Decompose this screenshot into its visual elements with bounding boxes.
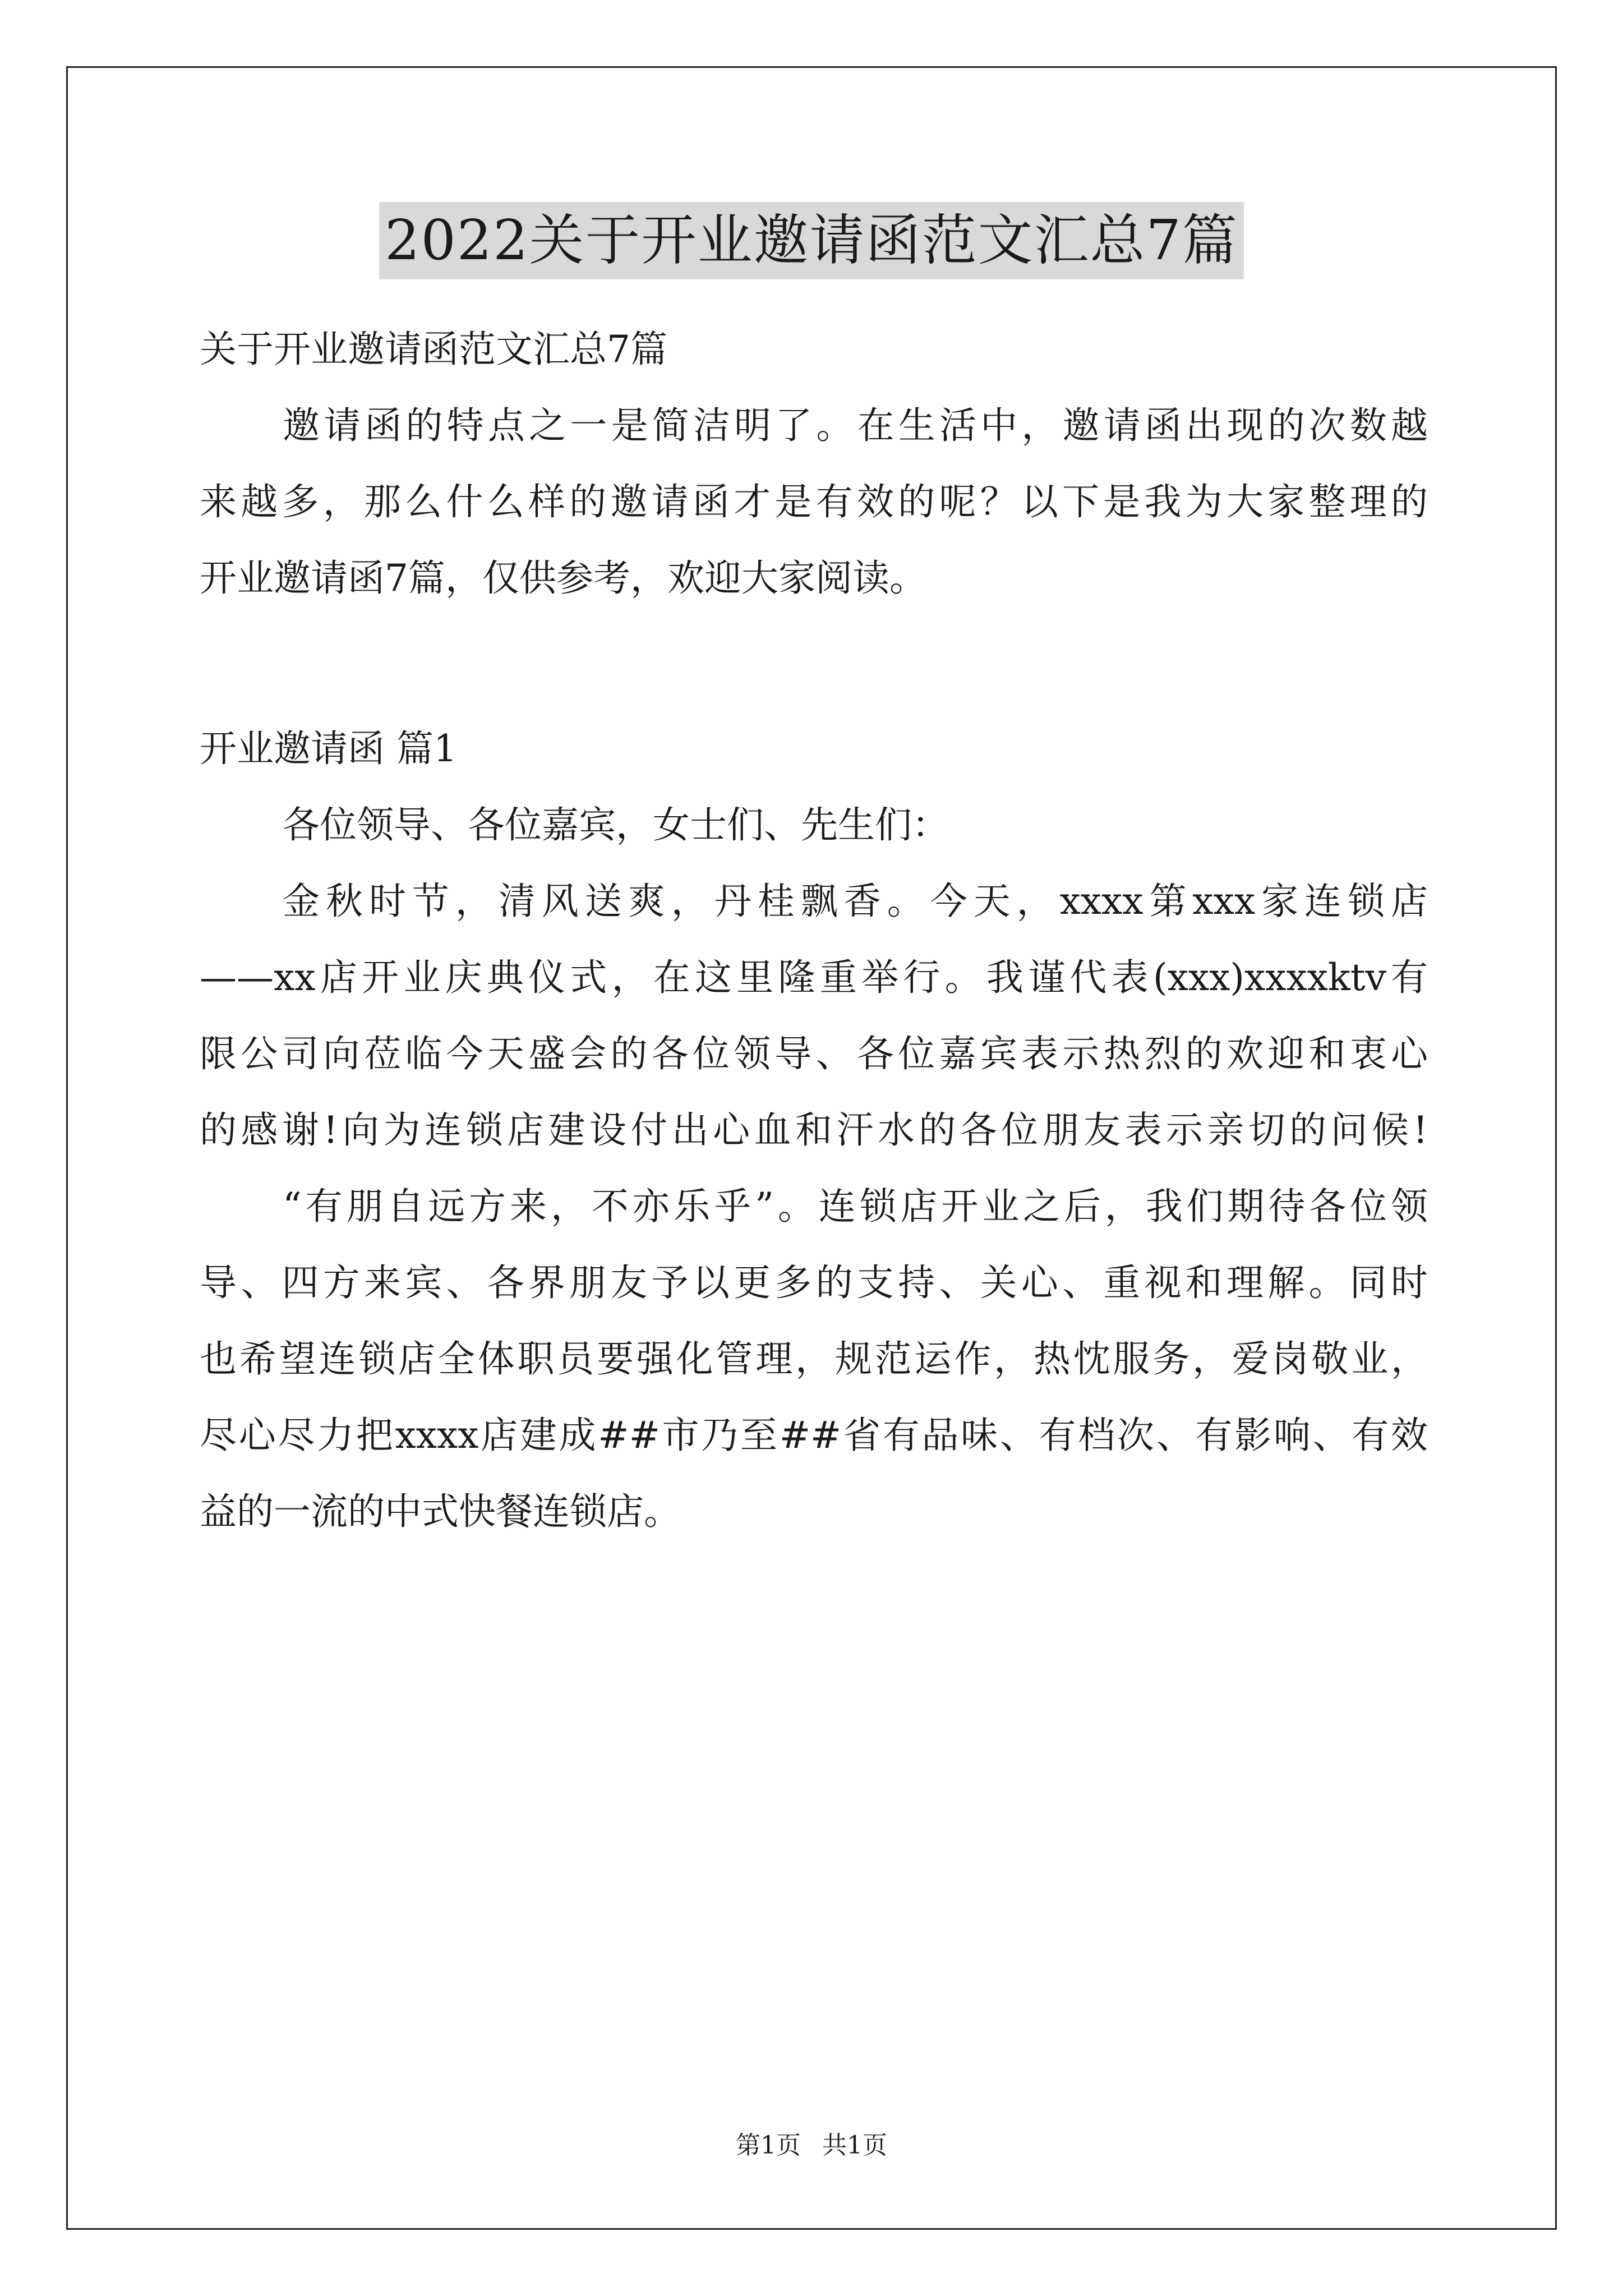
intro-line: 邀请函的特点之一是简洁明了。在生活中，邀请函出现的次数越 (283, 404, 1428, 447)
paragraph-line: 也希望连锁店全体职员要强化管理，规范运作，热忱服务，爱岗敬业， (200, 1337, 1428, 1381)
paragraph-line: 尽心尽力把xxxx店建成##市乃至##省有品味、有档次、有影响、有效 (200, 1414, 1428, 1457)
paragraph-line: 益的一流的中式快餐连锁店。 (200, 1490, 681, 1533)
paragraph-line: ——xx店开业庆典仪式，在这里隆重举行。我谨代表(xxx)xxxxktv有 (200, 956, 1428, 999)
page-total: 共1页 (822, 2131, 887, 2160)
paragraph-line: “有朋自远方来，不亦乐乎”。连锁店开业之后，我们期待各位领 (283, 1185, 1428, 1228)
page-footer (0, 2129, 1623, 2162)
section-gap (200, 616, 1428, 711)
document-title: 2022关于开业邀请函范文汇总7篇 (379, 202, 1244, 279)
document-body (200, 311, 1428, 1550)
paragraph-line: 限公司向莅临今天盛会的各位领导、各位嘉宾表示热烈的欢迎和衷心 (200, 1032, 1428, 1075)
intro-line: 开业邀请函7篇，仅供参考，欢迎大家阅读。 (200, 556, 926, 600)
section-heading: 开业邀请函 篇1 (200, 727, 457, 770)
document-subtitle: 关于开业邀请函范文汇总7篇 (200, 328, 667, 371)
page-number: 第1页 (736, 2131, 801, 2160)
title-container (0, 202, 1623, 279)
intro-line: 来越多，那么什么样的邀请函才是有效的呢？以下是我为大家整理的 (200, 480, 1428, 523)
paragraph-line: 导、四方来宾、各界朋友予以更多的支持、关心、重视和理解。同时 (200, 1261, 1428, 1304)
paragraph-line: 的感谢!向为连锁店建设付出心血和汗水的各位朋友表示亲切的问候! (200, 1108, 1428, 1152)
paragraph-line: 金秋时节，清风送爽，丹桂飘香。今天，xxxx第xxx家连锁店 (283, 880, 1428, 923)
salutation: 各位领导、各位嘉宾，女士们、先生们： (283, 803, 949, 846)
